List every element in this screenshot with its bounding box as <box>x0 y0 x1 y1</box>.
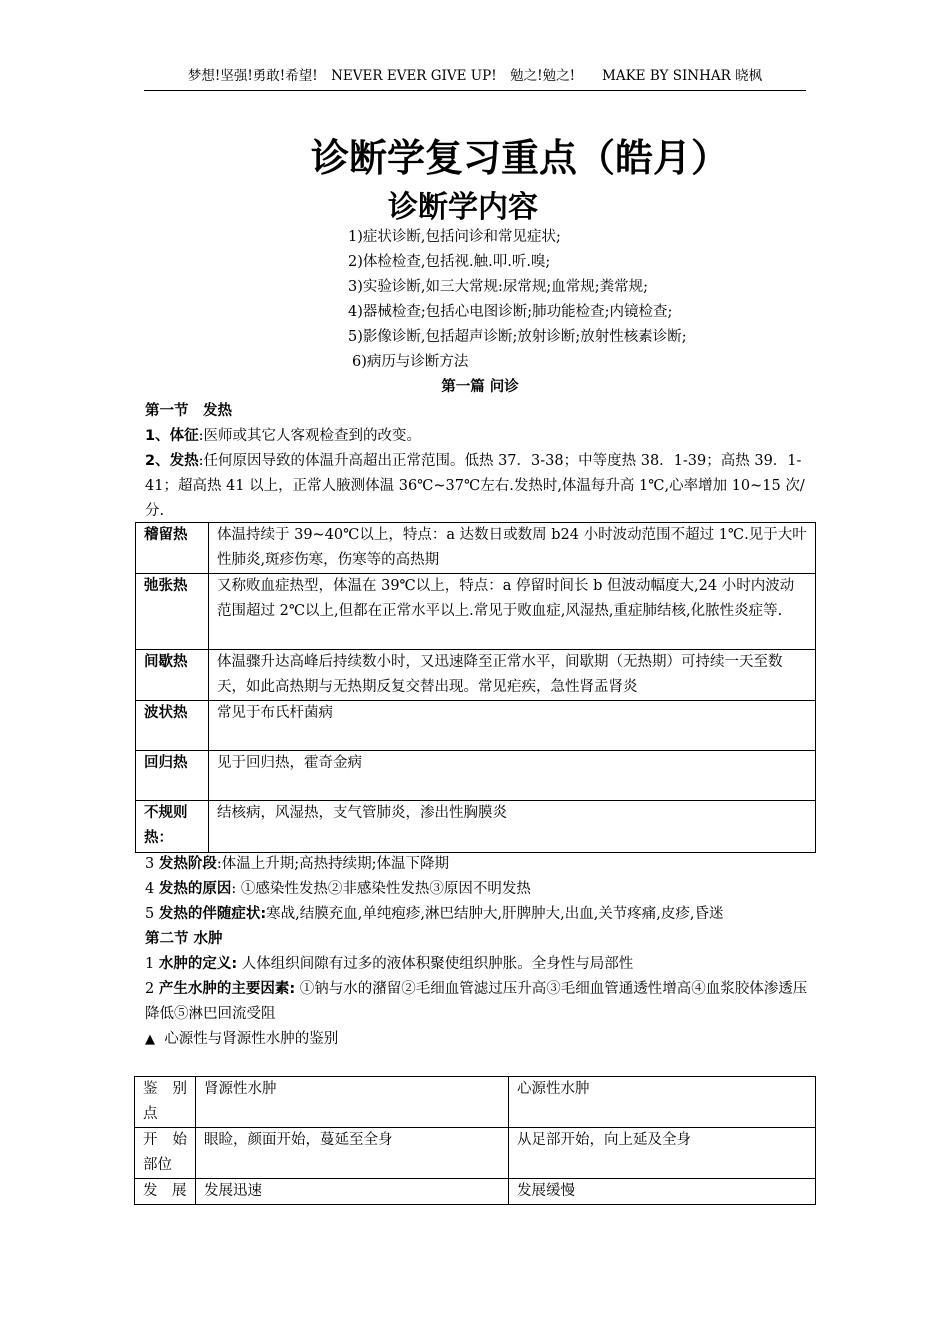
table-header-cell: 心源性水肿 <box>509 1077 816 1128</box>
symptom-text: 寒战,结膜充血,单纯疱疹,淋巴结肿大,肝脾肿大,出血,关节疼痛,皮疹,昏迷 <box>266 906 724 922</box>
table-cell: 眼睑，颜面开始，蔓延至全身 <box>196 1128 509 1179</box>
table-row <box>136 701 816 751</box>
table-cell: 发展缓慢 <box>509 1179 816 1205</box>
edema-comparison-table <box>134 1076 816 1205</box>
table-row <box>135 1179 816 1205</box>
fever-details <box>145 852 815 1052</box>
table-cell: 发展迅速 <box>196 1179 509 1205</box>
fever-type-desc: 结核病，风湿热，支气管肺炎，渗出性胸膜炎 <box>209 801 816 853</box>
table-row <box>136 574 816 650</box>
contents-item: 2)体检检查,包括视.触.叩.听.嗅; <box>348 254 551 270</box>
contents-item: 1)症状诊断,包括问诊和常见症状; <box>348 229 561 245</box>
edema-definition <box>145 952 815 977</box>
page-header: 梦想!坚强!勇敢!希望! NEVER EVER GIVE UP! 勉之!勉之! MAKE BY SINHAR 晓枫 <box>144 64 806 91</box>
sign-label: 1、体征 <box>145 428 199 444</box>
fever-type-name: 波状热 <box>136 701 209 751</box>
cause-label: 发热的原因 <box>158 881 232 897</box>
table-note <box>145 1027 815 1052</box>
table-row <box>135 1128 816 1179</box>
table-note-text: 心源性与肾源性水肿的鉴别 <box>164 1031 339 1047</box>
edema-def-text: 人体组织间隙有过多的液体积聚使组织肿胀。全身性与局部性 <box>237 956 634 972</box>
item-number: 4 <box>145 881 159 897</box>
sign-text: :医师或其它人客观检查到的改变。 <box>198 428 421 444</box>
symptom-label: 发热的伴随症状: <box>158 906 267 922</box>
contents-item: 6)病历与诊断方法 <box>352 354 469 370</box>
item-number: 5 <box>145 906 159 922</box>
edema-factor-text: ①钠与水的潴留②毛细血管滤过压升高③毛细血管通透性增高④血浆胶体渗透压降低⑤淋巴回流受阻 <box>145 981 808 1022</box>
fever-text: :任何原因导致的体温升高超出正常范围。低热 37．3-38；中等度热 38．1-39；高热 39．1-41；超高热 41 以上，正常人腋测体温 36℃~37℃左右.发热时,体温每升高 1℃,心率增加 10~15 次/分. <box>145 453 805 519</box>
fever-type-desc: 又称败血症热型，体温在 39℃以上，特点：a 停留时间长 b 但波动幅度大,24 小时内波动范围超过 2℃以上,但都在正常水平以上.常见于败血症,风湿热,重症肺结核,化脓性炎症等. <box>209 574 816 650</box>
part-title: 第一篇 问诊 <box>441 379 519 395</box>
table-cell: 从足部开始，向上延及全身 <box>509 1128 816 1179</box>
contents-list <box>348 225 687 375</box>
fever-type-name: 弛张热 <box>136 574 209 650</box>
fever-type-desc: 常见于布氏杆菌病 <box>209 701 816 751</box>
fever-type-name: 回归热 <box>136 751 209 801</box>
table-row <box>136 751 816 801</box>
fever-type-name: 间歇热 <box>136 650 209 701</box>
fever-label: 2、发热 <box>145 453 199 469</box>
table-header-cell: 肾源性水肿 <box>196 1077 509 1128</box>
cause-text: : ①感染性发热②非感染性发热③原因不明发热 <box>231 881 531 897</box>
edema-factors <box>145 977 815 1027</box>
fever-definition <box>145 449 815 524</box>
sign-definition <box>145 424 815 449</box>
section2-title: 第二节 水肿 <box>145 931 223 947</box>
fever-type-desc: 体温持续于 39~40℃以上，特点：a 达数日或数周 b24 小时波动范围不超过 1℃.见于大叶性肺炎,斑疹伤寒，伤寒等的高热期 <box>209 523 816 574</box>
edema-def-label: 水肿的定义: <box>158 956 238 972</box>
fever-type-desc: 见于回归热，霍奇金病 <box>209 751 816 801</box>
fever-symptoms <box>145 902 815 927</box>
table-row <box>136 523 816 574</box>
fever-type-name: 不规则热： <box>136 801 209 853</box>
triangle-icon: ▲ <box>145 1032 155 1047</box>
document-subtitle: 诊断学内容 <box>388 190 538 225</box>
item-number: 2 <box>145 981 159 997</box>
item-number: 1 <box>145 956 159 972</box>
document-title: 诊断学复习重点（皓月） <box>310 136 729 180</box>
contents-item: 5)影像诊断,包括超声诊断;放射诊断;放射性核素诊断; <box>348 329 687 345</box>
fever-type-name: 稽留热 <box>136 523 209 574</box>
contents-item: 4)器械检查;包括心电图诊断;肺功能检查;内镜检查; <box>348 304 673 320</box>
table-cell: 发 展 <box>135 1179 196 1205</box>
stage-label: 发热阶段 <box>158 856 217 872</box>
edema-factor-label: 产生水肿的主要因素: <box>158 981 296 997</box>
contents-item: 3)实验诊断,如三大常规:尿常规;血常规;粪常规; <box>348 279 649 295</box>
fever-types-table <box>135 522 816 853</box>
fever-causes <box>145 877 815 902</box>
table-header-row <box>135 1077 816 1128</box>
table-row <box>136 650 816 701</box>
item-number: 3 <box>145 856 159 872</box>
fever-type-desc: 体温骤升达高峰后持续数小时，又迅速降至正常水平，间歇期（无热期）可持续一天至数天，如此高热期与无热期反复交替出现。常见疟疾，急性肾盂肾炎 <box>209 650 816 701</box>
table-header-cell: 鉴 别点 <box>135 1077 196 1128</box>
table-cell: 开 始部位 <box>135 1128 196 1179</box>
fever-stages <box>145 852 815 877</box>
stage-text: :体温上升期;高热持续期;体温下降期 <box>216 856 449 872</box>
section1-intro <box>145 399 815 524</box>
section1-title: 第一节 发热 <box>145 403 232 419</box>
table-row <box>136 801 816 853</box>
